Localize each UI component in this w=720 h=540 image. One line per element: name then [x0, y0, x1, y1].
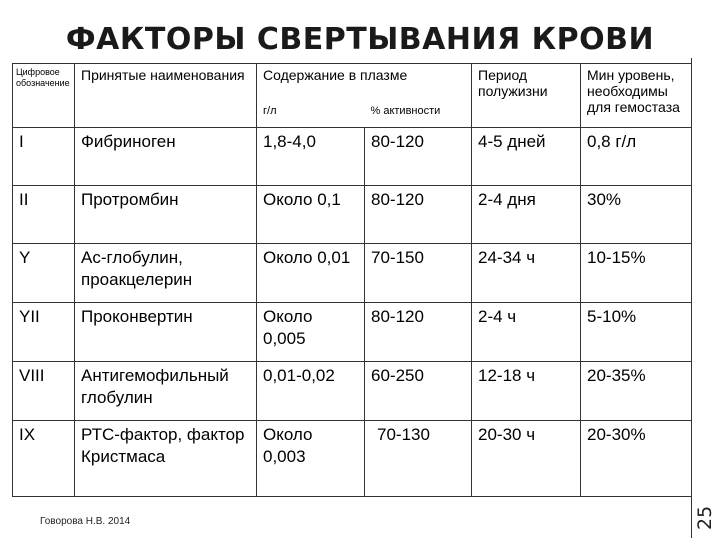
cell-activity: 80-120: [365, 303, 472, 362]
cell-activity: 70-150: [365, 244, 472, 303]
cell-gl: Около 0,005: [257, 303, 365, 362]
slide-title: ФАКТОРЫ СВЕРТЫВАНИЯ КРОВИ: [65, 22, 655, 57]
cell-min: 20-30%: [581, 421, 692, 497]
cell-name: Фибриноген: [75, 128, 257, 186]
cell-name: Протромбин: [75, 186, 257, 244]
header-activity: % активности: [365, 98, 472, 128]
cell-name: Антигемофильный глобулин: [75, 362, 257, 421]
cell-number: Y: [13, 244, 75, 303]
table-header-row: [13, 64, 692, 98]
table-row: [13, 303, 692, 362]
cell-min: 10-15%: [581, 244, 692, 303]
table-row: [13, 362, 692, 421]
cell-name: Ас-глобулин, проакцелерин: [75, 244, 257, 303]
cell-halflife: 24-34 ч: [472, 244, 581, 303]
cell-halflife: 2-4 ч: [472, 303, 581, 362]
cell-halflife: 4-5 дней: [472, 128, 581, 186]
table-row: [13, 186, 692, 244]
cell-halflife: 20-30 ч: [472, 421, 581, 497]
header-halflife: Период полужизни: [472, 64, 581, 128]
cell-min: 5-10%: [581, 303, 692, 362]
cell-number: YII: [13, 303, 75, 362]
cell-gl: Около 0,01: [257, 244, 365, 303]
coagulation-factors-table: [12, 63, 692, 497]
table-row: [13, 244, 692, 303]
cell-gl: Около 0,003: [257, 421, 365, 497]
cell-activity: 60-250: [365, 362, 472, 421]
cell-name: Проконвертин: [75, 303, 257, 362]
cell-activity: 80-120: [365, 186, 472, 244]
page-number-label: 25: [694, 505, 716, 530]
cell-activity: 80-120: [365, 128, 472, 186]
cell-gl: 1,8-4,0: [257, 128, 365, 186]
page-number: [694, 480, 718, 536]
cell-number: IX: [13, 421, 75, 497]
header-gl: г/л: [257, 98, 365, 128]
footer-author: Говорова Н.В. 2014: [40, 516, 131, 527]
cell-gl: 0,01-0,02: [257, 362, 365, 421]
header-min-level: Мин уровень, необходимы для гемостаза: [581, 64, 692, 128]
cell-number: I: [13, 128, 75, 186]
cell-halflife: 2-4 дня: [472, 186, 581, 244]
header-plasma: Содержание в плазме: [257, 64, 472, 98]
cell-activity: 70-130: [365, 421, 472, 497]
table-row: [13, 128, 692, 186]
cell-number: VIII: [13, 362, 75, 421]
cell-number: II: [13, 186, 75, 244]
cell-name: РТС-фактор, фактор Кристмаса: [75, 421, 257, 497]
cell-min: 30%: [581, 186, 692, 244]
cell-min: 20-35%: [581, 362, 692, 421]
cell-gl: Около 0,1: [257, 186, 365, 244]
header-number: Цифровое обозначение: [13, 64, 75, 128]
cell-min: 0,8 г/л: [581, 128, 692, 186]
cell-halflife: 12-18 ч: [472, 362, 581, 421]
header-name: Принятые наименования: [75, 64, 257, 128]
table-row: [13, 421, 692, 497]
